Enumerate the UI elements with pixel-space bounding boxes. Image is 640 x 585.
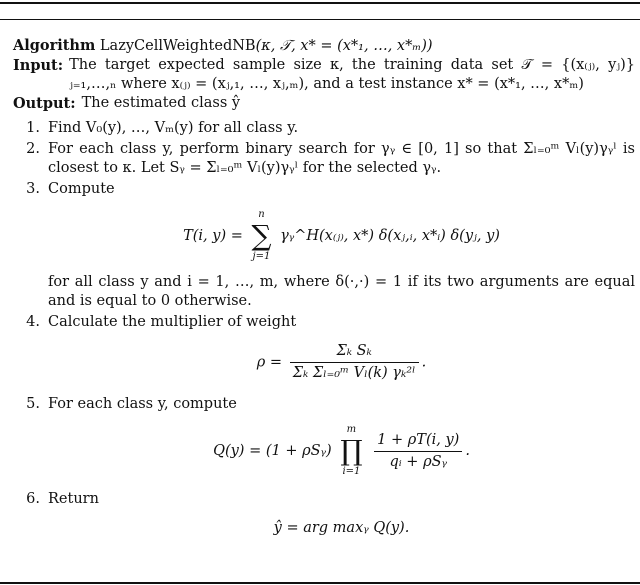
product-lower-limit: i=1 (342, 466, 361, 477)
step-5 (13, 395, 635, 488)
input-block (13, 56, 635, 94)
step-number: 1. (26, 120, 40, 136)
step-6 (13, 490, 635, 548)
step-list (13, 119, 635, 548)
step-text: Return (48, 491, 99, 507)
q-fraction (374, 431, 462, 472)
step-number: 3. (26, 181, 40, 197)
step-text: For each class y, compute (48, 396, 237, 412)
sum-operator (251, 209, 271, 263)
output-text: The estimated class ŷ (81, 95, 241, 111)
step-text: For each class y, perform binary search for γᵧ ∈ [0, 1] so that Σₗ₌₀ᵐ Vₗ(y)γᵧˡ is closest to κ. Let Sᵧ = Σₗ₌₀ᵐ Vₗ(y)γᵧˡ for the selected γᵧ. (48, 141, 635, 176)
product-upper-limit: m (346, 424, 357, 435)
equation-rho-end: . (421, 354, 427, 371)
algorithm-name: LazyCellWeightedNB (99, 38, 256, 54)
product-operator (340, 424, 362, 478)
sum-upper-limit: n (258, 209, 265, 220)
step-number: 4. (26, 314, 40, 330)
step-1 (13, 119, 635, 138)
equation-q-end: . (465, 443, 470, 459)
equation-t-lhs: T(i, y) = (183, 228, 243, 244)
algorithm-header (13, 36, 635, 56)
step-number: 6. (26, 491, 40, 507)
bottom-rule (0, 582, 640, 584)
equation-t-term: γᵧ^H(x₍ⱼ₎, x*) δ(xⱼ,ᵢ, x*ᵢ) δ(yⱼ, y) (280, 228, 500, 244)
output-block (13, 94, 635, 113)
top-rule-outer (0, 2, 640, 4)
rho-denominator: Σₖ Σₗ₌₀ᵐ Vₗ(k) γₖ²ˡ (292, 365, 416, 381)
q-numerator: 1 + ρT(i, y) (374, 431, 462, 452)
step-text: Compute (48, 181, 115, 197)
step-4 (13, 313, 635, 393)
step-2 (13, 140, 635, 178)
step-text-after: for all class y and i = 1, …, m, where δ(·,·) = 1 if its two arguments are equal and is equal to 0 otherwise. (48, 274, 635, 309)
step-3 (13, 180, 635, 311)
equation-return: ŷ = arg maxᵧ Q(y). (273, 520, 410, 536)
sum-symbol: ∑ (251, 219, 272, 252)
algorithm-label: Algorithm (13, 37, 96, 54)
step-number: 2. (26, 141, 40, 157)
equation-q-lhs: Q(y) = (1 + ρSᵧ) (213, 443, 332, 459)
equation-rho (48, 342, 635, 383)
equation-t (48, 209, 635, 263)
input-label: Input: (13, 57, 64, 74)
sum-lower-limit: j=1 (252, 251, 271, 262)
output-label: Output: (13, 95, 76, 112)
rho-numerator: Σₖ Sₖ (290, 342, 419, 363)
step-number: 5. (26, 396, 40, 412)
input-text: The target expected sample size κ, the training data set 𝒯 = {(x₍ⱼ₎, yⱼ)}ⱼ₌₁,…,ₙ where x₍ⱼ₎ = (xⱼ,₁, …, xⱼ,ₘ), and a test instance x* = (x*₁, …, x*ₘ) (69, 57, 635, 92)
step-text: Calculate the multiplier of weight (48, 314, 297, 330)
equation-rho-lhs: ρ = (256, 354, 283, 371)
rho-fraction (290, 342, 419, 383)
q-denominator: qᵢ + ρSᵧ (389, 453, 447, 470)
algorithm-signature: (κ, 𝒯, x* = (x*₁, …, x*ₘ)) (255, 38, 433, 54)
step-text: Find V₀(y), …, Vₘ(y) for all class y. (48, 120, 299, 136)
product-symbol: ∏ (340, 434, 363, 467)
equation-q (48, 424, 635, 478)
top-rule-inner (0, 19, 640, 20)
algorithm-box (13, 36, 635, 550)
